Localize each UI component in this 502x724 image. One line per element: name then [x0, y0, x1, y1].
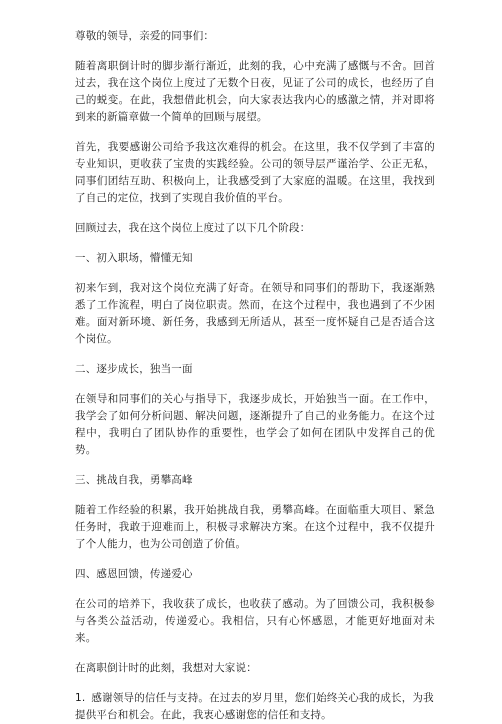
- stage-4-heading: 四、感恩回馈，传递爱心: [75, 568, 193, 580]
- intro-paragraph: 随着离职倒计时的脚步渐行渐近，此刻的我，心中充满了感慨与不舍。回首过去，我在这个岗位上度过了无数个日夜，见证了公司的成长，也经历了自己的蜕变。在此，我想借此机会，向大家表达我内心的感激之情，并对即将到来的新篇章做一个简单的回顾与展望。: [75, 60, 435, 123]
- letter-document: [75, 28, 435, 724]
- gratitude-paragraph: 首先，我要感谢公司给予我这次难得的机会。在这里，我不仅学到了丰富的专业知识，更收获了宝贵的实践经验。公司的领导层严谨治学、公正无私，同事们团结互助、积极向上，让我感受到了大家庭的温暖。在这里，我找到了自己的定位，找到了实现自我价值的平台。: [75, 141, 435, 204]
- stage-3-heading: 三、挑战自我，勇攀高峰: [75, 474, 193, 486]
- list-item: [75, 690, 435, 724]
- stage-3-paragraph: 随着工作经验的积累，我开始挑战自我，勇攀高峰。在面临重大项目、紧急任务时，我敢于迎难而上，积极寻求解决方案。在这个过程中，我不仅提升了个人能力，也为公司创造了价值。: [75, 504, 435, 550]
- stage-2-heading: 二、逐步成长，独当一面: [75, 363, 193, 375]
- review-intro: 回顾过去，我在这个岗位上度过了以下几个阶段：: [75, 222, 311, 234]
- stage-4-paragraph: 在公司的培养下，我收获了成长，也收获了感动。为了回馈公司，我积极参与各类公益活动，传递爱心。我相信，只有心怀感恩，才能更好地面对未来。: [75, 598, 435, 644]
- stage-1-paragraph: 初来乍到，我对这个岗位充满了好奇。在领导和同事们的帮助下，我逐渐熟悉了工作流程，明白了岗位职责。然而，在这个过程中，我也遇到了不少困难。面对新环境、新任务，我感到无所适从，甚至一度怀疑自己是否适合这个岗位。: [75, 282, 435, 345]
- greeting: 尊敬的领导，亲爱的同事们：: [75, 30, 215, 42]
- list-item-text: 感谢领导的信任与支持。在过去的岁月里，您们始终关心我的成长，为我提供平台和机会。在此，我衷心感谢您的信任和支持。: [75, 692, 434, 721]
- list-item-number: 1.: [75, 692, 86, 704]
- stage-1-heading: 一、初入职场，懵懂无知: [75, 252, 193, 264]
- closing-intro: 在离职倒计时的此刻，我想对大家说：: [75, 662, 257, 674]
- stage-2-paragraph: 在领导和同事们的关心与指导下，我逐步成长，开始独当一面。在工作中，我学会了如何分析问题、解决问题，逐渐提升了自己的业务能力。在这个过程中，我明白了团队协作的重要性，也学会了如何在团队中发挥自己的优势。: [75, 393, 435, 456]
